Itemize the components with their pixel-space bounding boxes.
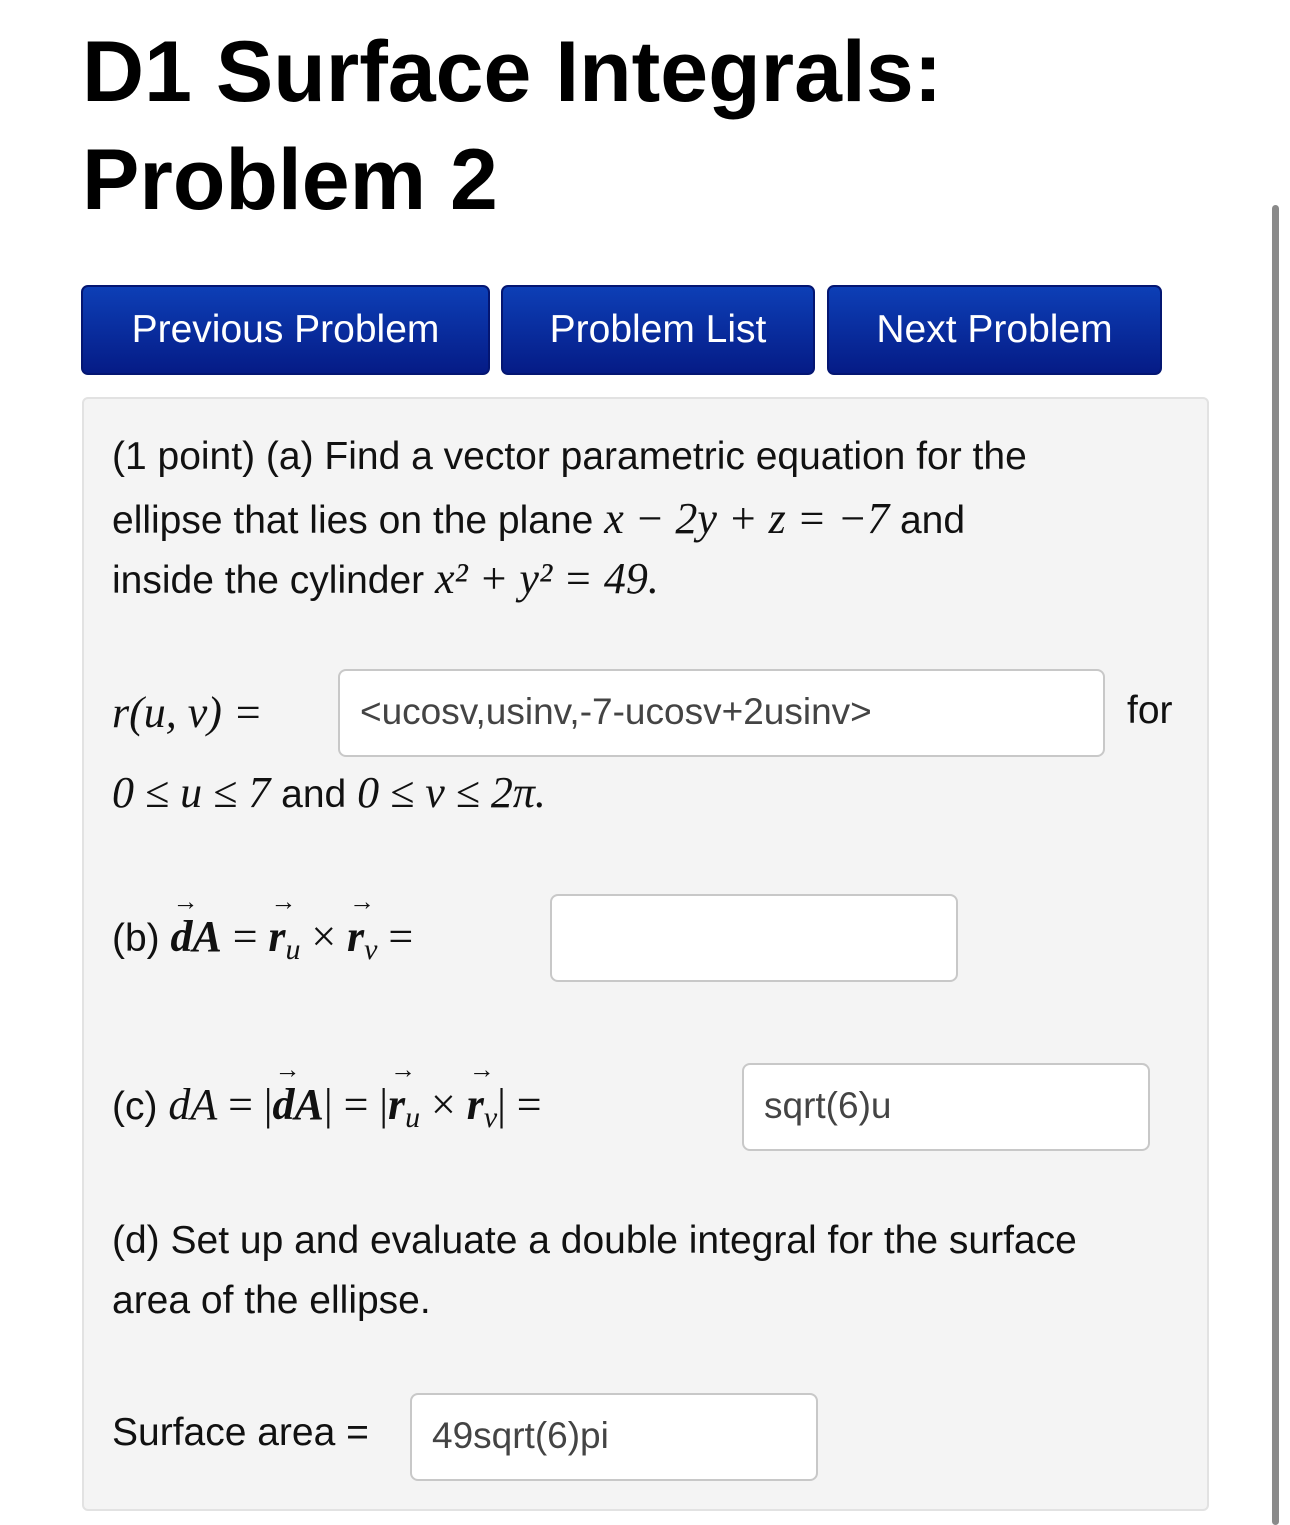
part-c-label: (c): [112, 1085, 158, 1128]
part-b-expression: [112, 911, 413, 967]
equals-sign: =: [516, 1080, 542, 1129]
problem-box: [82, 397, 1209, 1511]
range-and: and: [281, 773, 347, 816]
cylinder-equation: x² + y² = 49.: [435, 554, 659, 603]
subscript-v: v: [364, 933, 378, 966]
problem-intro-line1: (1 point) (a) Find a vector parametric equation for the: [112, 435, 1027, 478]
problem-list-button[interactable]: Problem List: [501, 285, 815, 375]
scrollbar[interactable]: [1272, 205, 1279, 1525]
equals-sign: =: [232, 912, 258, 961]
cross-sign: ×: [311, 912, 337, 961]
abs-bar: |: [497, 1080, 506, 1129]
subscript-v: v: [483, 1101, 498, 1134]
surface-area-answer-field[interactable]: 49sqrt(6)pi: [410, 1393, 818, 1481]
equals-sign: =: [388, 912, 414, 961]
next-problem-button[interactable]: Next Problem: [827, 285, 1162, 375]
dA-vector-symbol: dA →: [273, 1079, 324, 1130]
cross-sign: ×: [431, 1080, 456, 1129]
part-d-line1: (d) Set up and evaluate a double integral for the surface: [112, 1219, 1077, 1262]
part-c-expression: [112, 1079, 542, 1135]
part-a-lhs: [112, 687, 263, 738]
intro-line2-text: ellipse that lies on the plane: [112, 499, 594, 542]
part-b-answer-field[interactable]: [550, 894, 958, 982]
part-b-label: (b): [112, 917, 160, 960]
problem-intro-line3: [112, 553, 659, 604]
equals-sign: =: [343, 1080, 369, 1129]
r-vector-symbol: r →: [467, 1079, 484, 1130]
intro-line3-text: inside the cylinder: [112, 559, 425, 602]
r-vector-symbol: r →: [347, 911, 364, 962]
range-u: 0 ≤ u ≤ 7: [112, 768, 271, 817]
page-title: [82, 18, 1232, 234]
abs-bar: |: [263, 1080, 273, 1129]
part-a-lhs-math: r(u, v) =: [112, 688, 263, 737]
page-title-line2: Problem 2: [82, 132, 498, 228]
previous-problem-button[interactable]: Previous Problem: [81, 285, 490, 375]
subscript-u: u: [285, 933, 301, 966]
problem-intro-line2: [112, 493, 965, 544]
r-vector-symbol: r →: [268, 911, 285, 962]
part-a-for: for: [1127, 689, 1173, 732]
intro-line2-end: and: [899, 499, 966, 542]
plane-equation: x − 2y + z = −7: [604, 494, 890, 543]
dA-vector-symbol: dA →: [171, 911, 222, 962]
parameter-range: [112, 767, 546, 818]
page-title-line1: D1 Surface Integrals:: [82, 24, 943, 120]
abs-bar: |: [323, 1080, 333, 1129]
range-v: 0 ≤ v ≤ 2π.: [357, 768, 546, 817]
part-d-line2: area of the ellipse.: [112, 1279, 431, 1322]
dA-symbol: dA: [168, 1080, 218, 1129]
part-a-answer-field[interactable]: <ucosv,usinv,-7-ucosv+2usinv>: [338, 669, 1105, 757]
subscript-u: u: [405, 1101, 421, 1134]
surface-area-label: Surface area =: [112, 1411, 369, 1454]
r-vector-symbol: r →: [388, 1079, 405, 1130]
equals-sign: =: [228, 1080, 253, 1129]
part-c-answer-field[interactable]: sqrt(6)u: [742, 1063, 1150, 1151]
abs-bar: |: [379, 1080, 389, 1129]
